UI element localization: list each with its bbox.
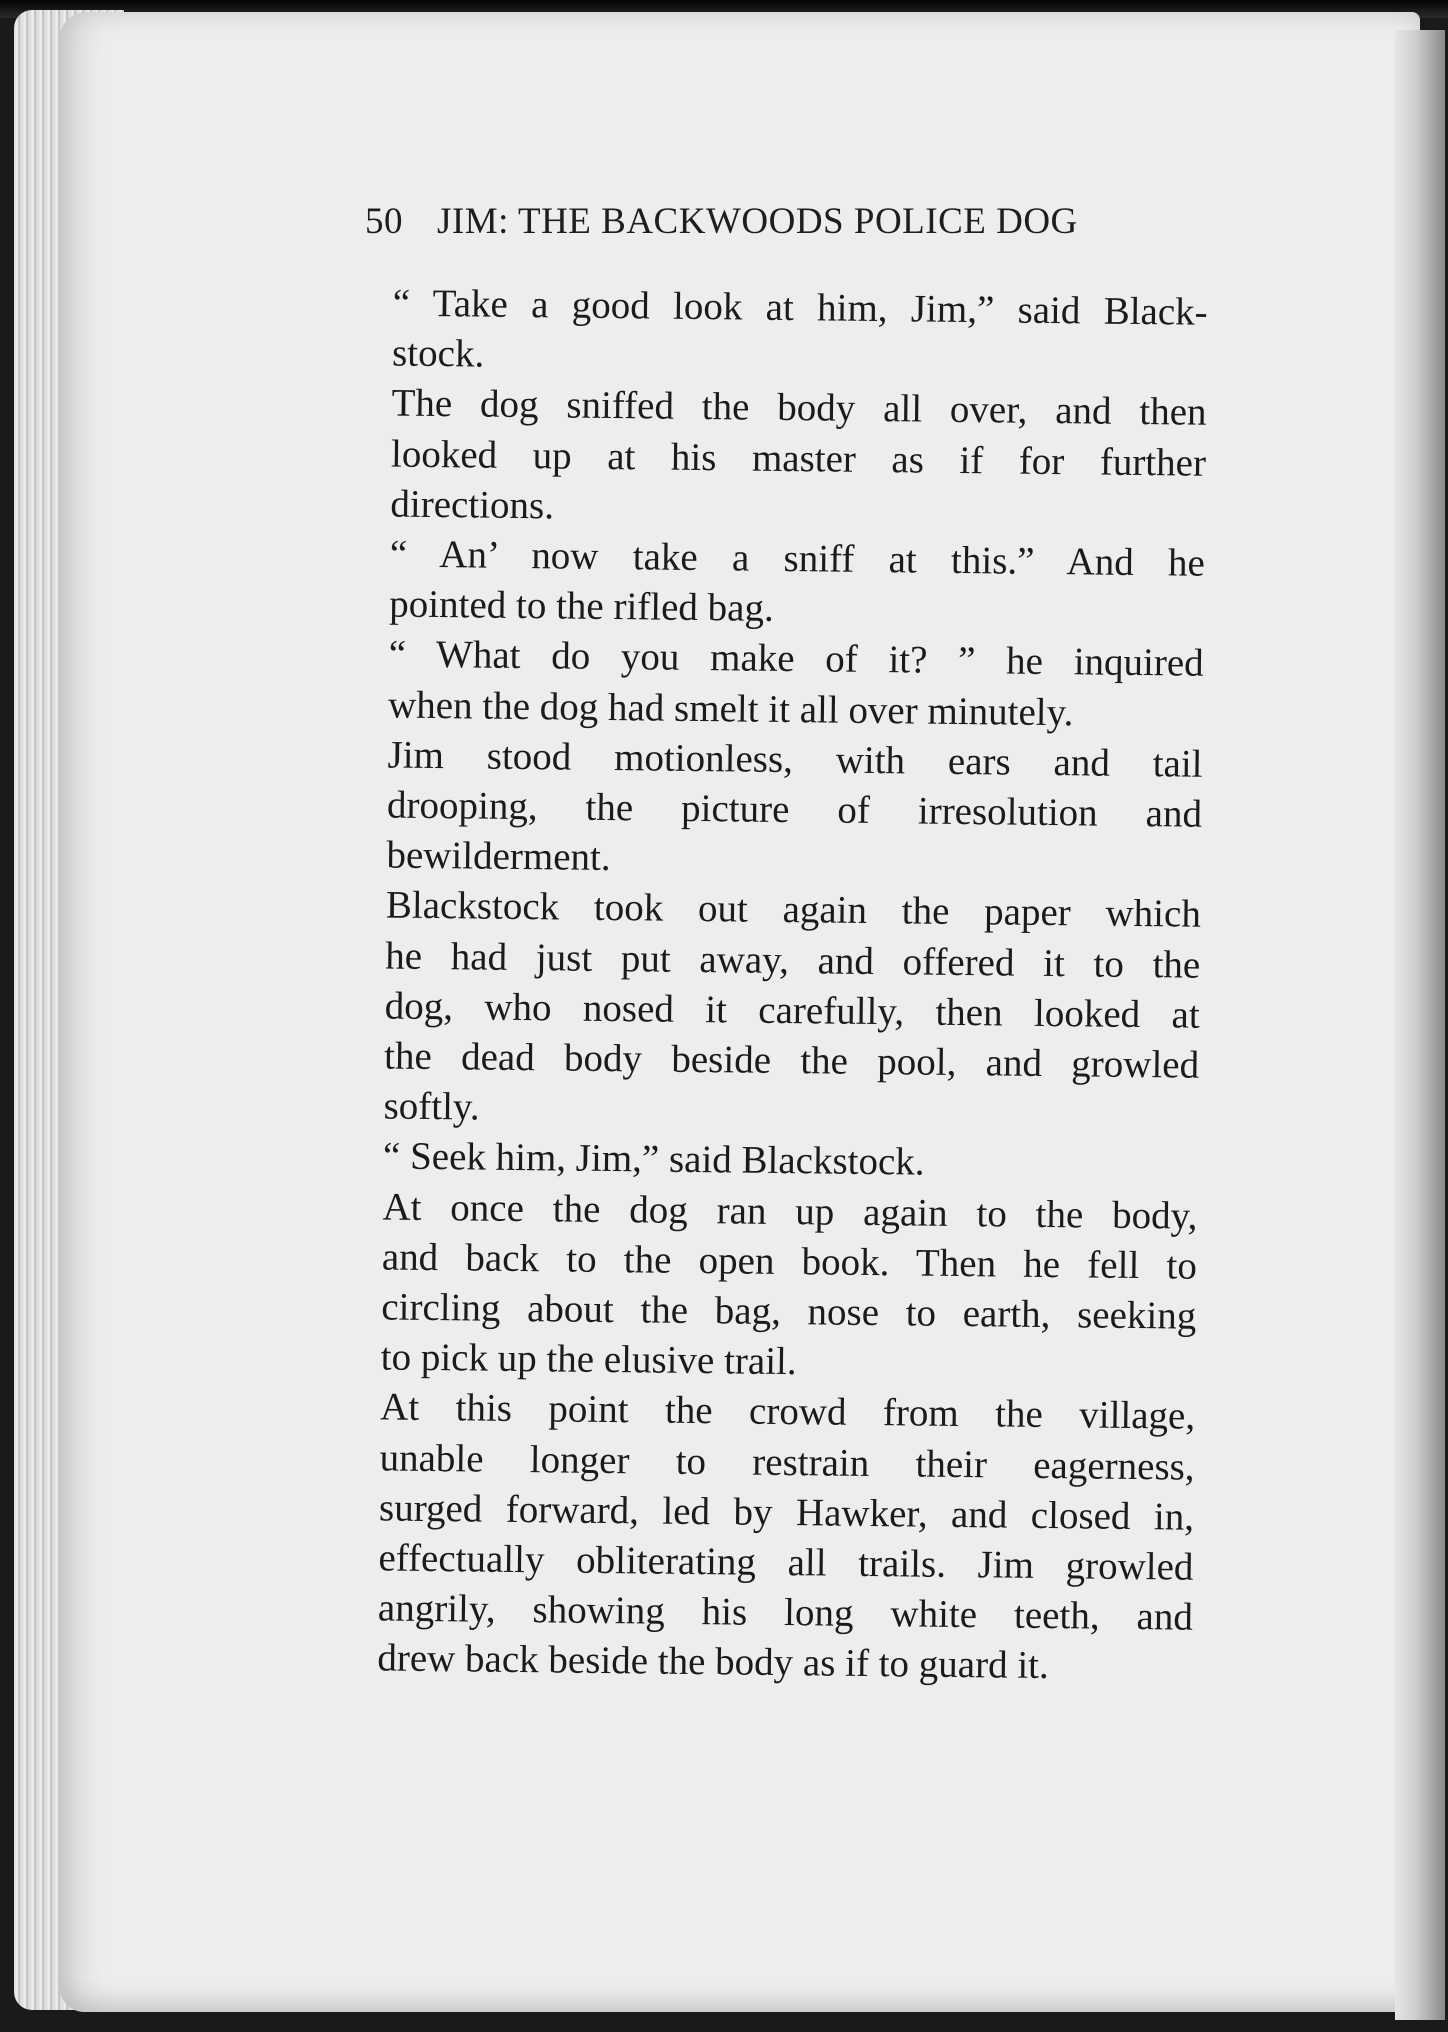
- page-number: 50: [365, 201, 403, 242]
- text-line: softly.: [383, 1084, 480, 1129]
- text-line: drooping, the picture of irresolution and: [386, 783, 1203, 836]
- paragraph: [338, 1131, 1199, 1191]
- text-line: stock.: [391, 331, 485, 376]
- text-line: looked up at his master as if for further: [390, 432, 1207, 485]
- text-line: circling about the bag, nose to earth, seeking: [381, 1285, 1197, 1338]
- paragraph: [347, 278, 1208, 388]
- text-line: to pick up the elusive trail.: [380, 1335, 797, 1384]
- text-line: “ Take a good look at him, Jim,” said Black-: [392, 281, 1208, 334]
- text-line: surged forward, led by Hawker, and closed in,: [378, 1486, 1195, 1539]
- text-line: directions.: [390, 482, 555, 528]
- text-line: the dead body beside the pool, and growled: [383, 1034, 1200, 1087]
- text-line: “ Seek him, Jim,” said Blackstock.: [382, 1134, 925, 1185]
- text-line: drew back beside the body as if to guard it.: [377, 1636, 1050, 1688]
- text-line: unable longer to restrain their eagerness,: [379, 1436, 1195, 1489]
- text-line: dog, who nosed it carefully, then looked at: [384, 984, 1200, 1037]
- book-gutter: [1395, 30, 1445, 2020]
- text-line: “ What do you make of it? ” he inquired: [388, 632, 1204, 686]
- text-line: At this point the crowd from the village,: [379, 1385, 1196, 1439]
- paragraph: [332, 1382, 1195, 1693]
- running-head: [365, 200, 1165, 243]
- paragraph: [343, 629, 1204, 739]
- paragraph: [335, 1182, 1197, 1393]
- paragraph: [341, 730, 1203, 890]
- paragraph: [338, 880, 1201, 1141]
- text-line: The dog sniffed the body all over, and then: [391, 381, 1207, 435]
- book-title: JIM: THE BACKWOODS POLICE DOG: [437, 201, 1078, 242]
- text-line: Jim stood motionless, with ears and tail: [387, 733, 1203, 786]
- body-text: [332, 278, 1208, 1693]
- text-line: bewilderment.: [386, 833, 611, 880]
- text-line: At once the dog ran up again to the body,: [382, 1185, 1198, 1238]
- text-line: effectually obliterating all trails. Jim growled: [378, 1536, 1194, 1589]
- text-line: Blackstock took out again the paper which: [385, 883, 1202, 937]
- paragraph: [344, 529, 1205, 639]
- text-line: and back to the open book. Then he fell to: [381, 1235, 1198, 1288]
- text-line: he had just put away, and offered it to the: [385, 934, 1201, 987]
- text-line: when the dog had smelt it all over minutely.: [387, 683, 1074, 734]
- text-line: angrily, showing his long white teeth, and: [377, 1586, 1194, 1639]
- text-line: “ An’ now take a sniff at this.” And he: [389, 532, 1206, 585]
- text-line: pointed to the rifled bag.: [389, 582, 775, 631]
- paragraph: [345, 378, 1207, 538]
